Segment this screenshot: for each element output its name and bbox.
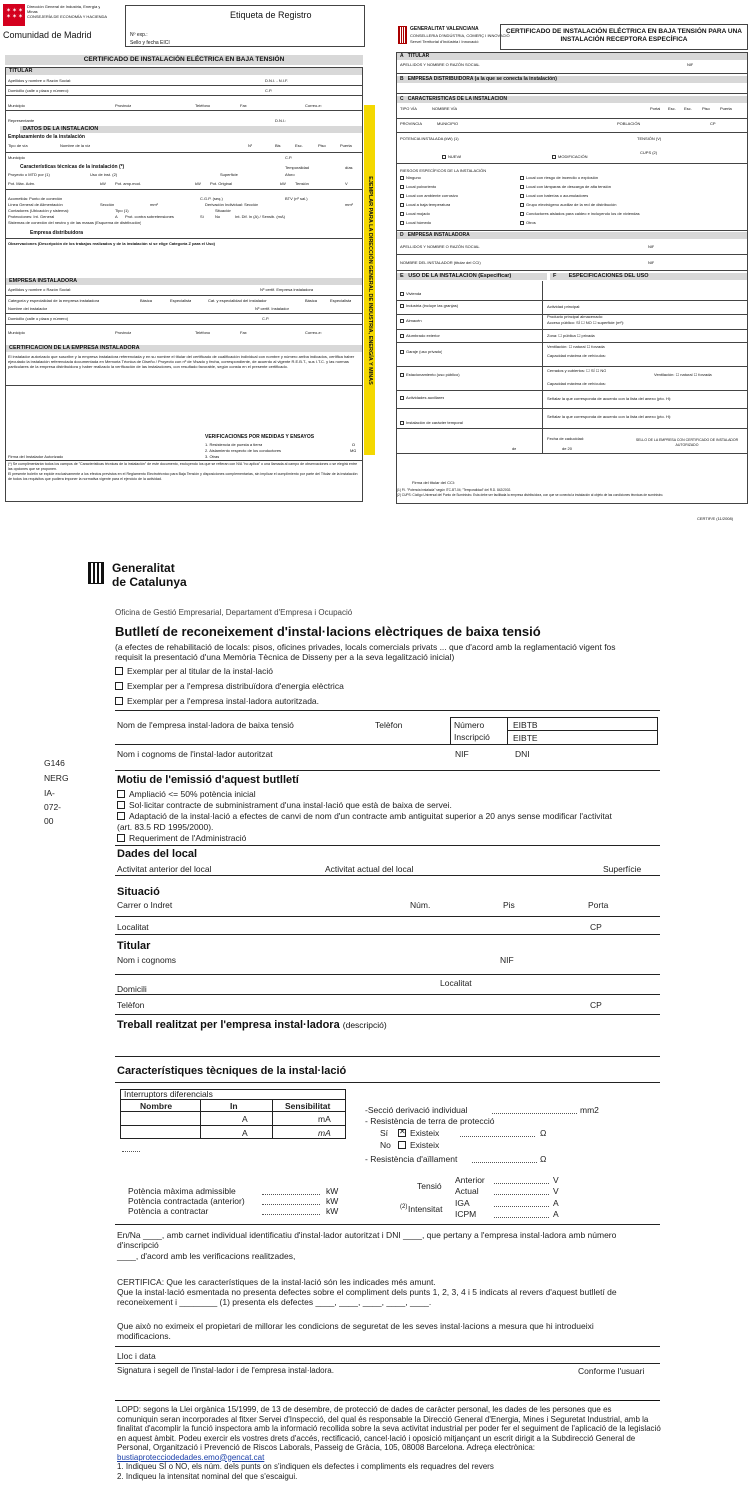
catalunya-subtitle-1: (a efectes de rehabilitació de locals: pisos, oficines privades, locals comercials privats ... que d'acord amb la reglamentació vigent fos <box>115 642 616 652</box>
madrid-ir-13: Provincia <box>115 330 132 335</box>
madrid-org-2: Minas <box>27 9 38 14</box>
valencia-d-0: APELLIDOS Y NOMBRE O RAZÓN SOCIAL <box>400 244 480 249</box>
valencia-date-2: de 20 <box>562 446 573 451</box>
madrid-tr-4: Municipio <box>8 103 25 108</box>
madrid-tc-10: Pot. Original <box>210 181 233 186</box>
madrid-ir-6: Básica <box>305 298 318 303</box>
catalunya-eibte: EIBTE <box>513 733 538 743</box>
catalunya-enna-0: En/Na ____, amb carnet individual identificatiu d'instal·lador autoritzat i DNI ____, que pertany a l'empresa instal·ladora amb número <box>117 1230 617 1240</box>
madrid-tc-30: Int. Dif. In (A) / Sensib. (mA) <box>235 214 286 219</box>
valencia-org-1: GENERALITAT VALENCIANA <box>410 26 479 32</box>
madrid-ir-2: Categoría y especialidad de la empresa instaladora <box>8 298 100 303</box>
catalunya-motiu-3: (art. 83.5 RD 1995/2000). <box>117 822 214 832</box>
valencia-fn-2: (2) CUPS: Código Universal del Punto de Suministro. Esta debe ser facilitada la empresa distribuidora, con que se conecta la instalación al objeto de las condiciones técnicas de suministro. <box>397 493 664 497</box>
valencia-logo-icon <box>398 26 407 44</box>
madrid-er-1: Nombre de la vía <box>60 143 91 148</box>
madrid-tr-1: D.N.I. - N.I.F. <box>265 78 289 83</box>
catalunya-tit-1: NIF <box>500 955 514 965</box>
catalunya-kw-0: kW <box>326 1186 339 1196</box>
catalunya-tit-3: Localitat <box>440 978 472 988</box>
catalunya-ohm-2: Ω <box>540 1154 547 1164</box>
catalunya-tensio: Tensió <box>417 1181 442 1191</box>
valencia-c-1: NOMBRE VÍA <box>432 106 458 111</box>
madrid-tc-23: Tipo (1) <box>115 208 129 213</box>
madrid-firma: Firma del Instalador Autorizado <box>8 454 64 459</box>
madrid-er-6: Puerta <box>340 143 352 148</box>
catalunya-dades-2: Superfície <box>603 864 642 874</box>
catalunya-tit-0: Nom i cognoms <box>117 955 177 965</box>
catalunya-motiu-4[interactable]: Requeriment de l'Administració <box>117 833 246 843</box>
madrid-tr-5: Provincia <box>115 103 132 108</box>
valencia-fn-1: (1) P.I. "Potencia instalada" según ITC-BT-04; "Temporalidad" del R.D. 842/2002. <box>397 488 512 492</box>
madrid-tc-14: Acometida: Punto de conexión <box>8 196 63 201</box>
valencia-c-8: MUNICIPIO <box>437 121 459 126</box>
madrid-tr-0: Apellidos y nombre o Razón Social: <box>8 78 72 83</box>
madrid-tc-26: A <box>115 214 118 219</box>
valencia-A-nif: NIF <box>687 62 694 67</box>
valencia-riesgos-title: RIESGOS ESPECÍFICOS DE LA INSTALACIÓN <box>400 168 487 173</box>
valencia-f-8: Capacidad máxima de vehículos: <box>547 381 606 386</box>
madrid-tc-0: Proyecto o MTD por (1) <box>8 172 50 177</box>
catalunya-note-2: 2. Indiqueu la intensitat nominal del que s'escaigui. <box>117 1471 298 1481</box>
valencia-r-9: Conductores aislados para caldeo e incluyendo los de viviendas <box>520 211 640 216</box>
catalunya-pot-0: Potència màxima admissible <box>128 1186 236 1196</box>
valencia-r-6: Local a baja temperatura <box>400 202 450 207</box>
madrid-er-2: Nº <box>248 143 253 148</box>
madrid-sec-tec: Características técnicas de la instalación (*) <box>20 164 125 170</box>
catalunya-v-0: V <box>553 1175 559 1185</box>
valencia-e-3: Alumbrado exterior <box>400 333 440 338</box>
catalunya-sit-3: Porta <box>588 900 609 910</box>
valencia-firma: Firma del titular del CCI: <box>412 480 456 485</box>
catalunya-nom-inst: Nom i cognoms de l'instal·lador autoritzat <box>117 749 273 759</box>
madrid-tc-15: C.G.P. (seq.) <box>200 196 223 201</box>
madrid-tc-1: Uso de inst. (2) <box>90 172 118 177</box>
catalunya-lopd-3: en aquest àmbit. Podeu exercir els vostres drets d'accés, rectificació, cancel·lació i oposició mitjançant un escrit dirigit a la Subdirecció General de <box>117 1433 636 1443</box>
valencia-e-2: Almacén <box>400 318 422 323</box>
valencia-F: F ESPECIFICACIONES DEL USO <box>550 273 747 280</box>
valencia-e-4: Garaje (uso privado) <box>400 349 442 354</box>
madrid-tc-31: Sistemas de conexión del neutro y de las masas (Esquema de distribución) <box>8 220 142 225</box>
catalunya-pot-2: Potència a contractar <box>128 1206 209 1216</box>
catalunya-pot-1: Potència contractada (anterior) <box>128 1196 245 1206</box>
catalunya-iga: IGA <box>455 1198 470 1208</box>
valencia-r-4: Local con ambiente corrosivo <box>400 193 458 198</box>
catalunya-aill: - Resistència d'aïllament <box>365 1154 458 1164</box>
catalunya-mm2: mm2 <box>580 1105 599 1115</box>
catalunya-aixo-1: modificacions. <box>117 1331 171 1341</box>
madrid-tc-21: mm² <box>345 202 353 207</box>
catalunya-enna-1: d'inscripció <box>117 1240 159 1250</box>
madrid-form <box>0 0 378 506</box>
valencia-e-6: Actividades auxiliares <box>400 395 444 400</box>
madrid-footer-1: (*) Se cumplimentarán todos los campos de "Características técnicas de la instalación" de este documento, excluyendo los que se refieran con N/A "no aplica" o una llamada al campo de observaciones o se elegirá entre las opciones que se proponen. <box>8 462 358 471</box>
madrid-title: CERTIFICADO DE INSTALACIÓN ELÉCTRICA EN BAJA TENSIÓN <box>5 55 363 65</box>
catalunya-interruptors: Interruptors diferencials <box>124 1089 213 1099</box>
catalunya-numero: Número <box>454 720 485 730</box>
valencia-date-1: de <box>512 446 517 451</box>
catalunya-col-nombre: Nombre <box>140 1101 173 1111</box>
catalunya-kw-1: kW <box>326 1196 339 1206</box>
valencia-e-5: Estacionamiento (uso público) <box>400 372 460 377</box>
madrid-er-3: Bis <box>275 143 281 148</box>
madrid-tc-20: Derivación Individual: Sección <box>205 202 259 207</box>
catalunya-dades-0: Activitat anterior del local <box>117 864 212 874</box>
valencia-f-11: Fecha de caducidad: <box>547 436 585 441</box>
madrid-v-3: MΩ <box>350 448 357 453</box>
catalunya-certifica-1: Que la instal·lació esmentada no presenta defectes sobre el compliment dels punts 1, 2, 3, 4 i 5 indicats al revers d'aquest butlletí de <box>117 1287 617 1297</box>
valencia-B: B EMPRESA DISTRIBUIDORA (a la que se conecta la instalación) <box>397 76 747 83</box>
valencia-r-2: Local polvoriento <box>400 184 436 189</box>
valencia-r-11: Otros <box>520 220 536 225</box>
madrid-sec-distrib: Empresa distribuidora <box>30 230 84 236</box>
madrid-tr-2: Domicilio (calle o plaza y número): <box>8 88 70 93</box>
valencia-org-2: CONSELLERIA D'INDÚSTRIA, COMERÇ I INNOVACIÓ <box>410 33 510 38</box>
madrid-itc-list <box>140 388 220 428</box>
valencia-D: D EMPRESA INSTALADORA <box>397 232 747 239</box>
madrid-tc-13: V <box>345 181 348 186</box>
catalunya-col-in: In <box>230 1101 238 1111</box>
madrid-tc-11: kW <box>280 181 286 186</box>
madrid-v-1: Ω <box>352 442 355 447</box>
madrid-tc-3: Aforo <box>285 172 295 177</box>
catalunya-loc-1: CP <box>590 922 602 932</box>
catalunya-cat: de Catalunya <box>112 575 187 589</box>
madrid-ir-4: Especialista <box>170 298 192 303</box>
catalunya-certifica-0: CERTIFICA: Que les característiques de la instal·lació són les indicades més amunt. <box>117 1277 436 1287</box>
catalunya-dades-1: Activitat actual del local <box>325 864 414 874</box>
catalunya-motiu-0[interactable]: Ampliació <= 50% potència inicial <box>117 789 256 799</box>
catalunya-titular: Titular <box>117 940 151 952</box>
madrid-er-4: Esc. <box>295 143 303 148</box>
valencia-e-1: Industria (incluye las granjas) <box>400 303 458 308</box>
madrid-sec-verif: VERIFICACIONES POR MEDIDAS Y ENSAYOS <box>205 434 315 440</box>
valencia-f-10: Señalar la que corresponda de acuerdo con la lista del anexo (pto. H): <box>547 414 672 419</box>
madrid-ir-16: Correo-e: <box>305 330 322 335</box>
catalunya-no: No <box>380 1140 391 1150</box>
valencia-org-3: Servei Territorial d'Indústria i Innovació <box>410 39 479 44</box>
madrid-sec-obs: Observaciones (Descripción de los trabajos realizados y de la instalación si se elige Categoría Z para el Uso) <box>8 241 215 246</box>
madrid-tc-17: Línea General de Alimentación <box>8 202 63 207</box>
valencia-E: E USO DE LA INSTALACIÓN (Especificar) <box>397 273 547 280</box>
catalunya-caract: Característiques tècniques de la instal·lació <box>117 1065 347 1077</box>
catalunya-motiu-1[interactable]: Sol·licitar contracte de subministrament d'una instal·lació que està de baixa de servei. <box>117 800 452 810</box>
catalunya-eibtb: EIBTB <box>513 720 538 730</box>
madrid-ir-10: Domicilio (calle o plaza y número) <box>8 316 69 321</box>
madrid-exp: Nº exp.: <box>130 32 148 38</box>
valencia-c-9: POBLACIÓN <box>617 121 641 126</box>
madrid-ir-14: Teléfono <box>195 330 211 335</box>
madrid-tr-10: D.N.I.: <box>275 118 287 123</box>
catalunya-sit-1: Núm. <box>410 900 431 910</box>
madrid-ir-11: C.P. <box>262 316 270 321</box>
madrid-tc-24: Situación <box>215 208 232 213</box>
catalunya-int-r2-a: A <box>242 1128 248 1138</box>
catalunya-lopd-0: LOPD: segons la Llei orgànica 15/1999, de 13 de desembre, de protecció de dades de caràcter personal, les dades de les persones que es <box>117 1405 612 1414</box>
valencia-c-15: CUPS (2) <box>640 150 658 155</box>
valencia-form <box>392 18 752 528</box>
madrid-tr-8: Correo-e: <box>305 103 322 108</box>
madrid-sec-empl: Emplazamiento de la instalación <box>8 134 85 140</box>
catalunya-dni: DNI <box>515 749 530 759</box>
valencia-f-7: Ventilación: ☐ natural ☐ forzada <box>654 372 712 377</box>
madrid-sec-cert: CERTIFICACIÓN DE LA EMPRESA INSTALADORA <box>6 345 362 352</box>
catalunya-oficina: Oficina de Gestió Empresarial, Departament d'Empresa i Ocupació <box>115 608 353 617</box>
catalunya-intensitat: Intensitat <box>408 1204 443 1214</box>
catalunya-nif: NIF <box>455 749 469 759</box>
madrid-v-0: 1. Resistencia de puesta a tierra <box>205 442 263 447</box>
valencia-title: CERTIFICADO DE INSTALACIÓN ELÉCTRICA EN BAJA TENSIÓN PARA UNA INSTALACIÓN RECEPTORA ESPECÍFICA <box>506 28 742 43</box>
valencia-e-0: Vivienda <box>400 291 421 296</box>
catalunya-seccio: -Secció derivació individual <box>365 1105 468 1115</box>
madrid-tc-8: Pot. amp.mod. <box>115 181 142 186</box>
catalunya-logo-icon <box>88 562 104 584</box>
madrid-tc-19: mm² <box>150 202 158 207</box>
catalunya-conforme: Conforme l'usuari <box>578 1366 645 1376</box>
catalunya-a-0: A <box>553 1198 559 1208</box>
madrid-ir-12: Municipio <box>8 330 25 335</box>
madrid-tc-4: Temporalidad <box>285 165 310 170</box>
valencia-r-10: Local húmedo <box>400 220 431 225</box>
madrid-tc-12: Tensión <box>295 181 309 186</box>
valencia-c-11: POTENCIA INSTALADA (kW) (1) <box>400 136 459 141</box>
madrid-tc-9: kW <box>195 181 201 186</box>
catalunya-sup2: (2) <box>400 1204 408 1210</box>
valencia-f-0: Actividad principal: <box>547 304 581 309</box>
catalunya-enna-2: ____, d'acord amb les verificacions realitzades, <box>117 1251 296 1261</box>
madrid-sello: Sello y fecha EICI <box>130 40 170 46</box>
catalunya-ex-1[interactable]: Exemplar per a l'empresa distribuïdora d'energia elèctrica <box>115 681 344 691</box>
valencia-code: CERTIF/E (11/2008) <box>697 516 734 521</box>
madrid-tr-3: C.P. <box>265 88 273 93</box>
catalunya-tit-5: CP <box>590 1000 602 1010</box>
catalunya-situacio: Situació <box>117 886 160 898</box>
valencia-c-7: PROVINCIA <box>400 121 423 126</box>
madrid-tr-9: Representante <box>8 118 35 123</box>
catalunya-side-2: IA- <box>44 788 55 798</box>
valencia-e-7: Instalación de carácter temporal <box>400 420 463 425</box>
catalunya-ex-2[interactable]: Exemplar per a l'empresa instal·ladora autoritzada. <box>115 696 319 706</box>
catalunya-signatura: Signatura i segell de l'instal·lador i de l'empresa instal·ladora. <box>117 1366 334 1375</box>
valencia-c-14: MODIFICACIÓN <box>552 154 588 159</box>
valencia-f-6: Cerrados y cubiertos: ☐ SÍ ☐ NO <box>547 368 607 373</box>
madrid-er-7: Municipio <box>8 155 25 160</box>
madrid-tc-7: kW <box>100 181 106 186</box>
catalunya-gen: Generalitat <box>112 561 175 575</box>
madrid-ir-3: Básica <box>140 298 153 303</box>
catalunya-lopd-1: comuniquin seran incorporades al fitxer Servei d'Inspecció, del qual és responsable la Direcció General d'Energia, Mines i Seguretat Industrial, amb la <box>117 1414 649 1424</box>
catalunya-kw-2: kW <box>326 1206 339 1216</box>
madrid-v-4: 3. Otras <box>205 454 220 459</box>
madrid-tc-27: Prot. contra sobretensiones <box>125 214 174 219</box>
madrid-ir-15: Fax <box>240 330 247 335</box>
madrid-er-0: Tipo de vía <box>8 143 28 148</box>
valencia-r-8: Local mojado <box>400 211 430 216</box>
madrid-org-3: CONSEJERÍA DE ECONOMÍA Y HACIENDA <box>27 14 108 19</box>
catalunya-int-r1-a: A <box>242 1114 248 1124</box>
catalunya-a-1: A <box>553 1209 559 1219</box>
madrid-logo-icon: ✶✶✶ ✶✶✶ <box>3 4 25 26</box>
catalunya-email-link[interactable]: bustiaprotecciodedades.emo@gencat.cat <box>117 1452 265 1462</box>
valencia-f-1: Producto principal almacenado: <box>547 314 604 319</box>
catalunya-sit-0: Carrer o Indret <box>117 900 173 910</box>
catalunya-telefon: Telèfon <box>375 720 403 730</box>
madrid-tc-5: días <box>345 165 353 170</box>
valencia-f-2: Acceso público: SÍ ☐ NO ☐ superficie (m²): <box>547 320 625 325</box>
valencia-f-3: Zona: ☐ pública ☐ privada <box>547 333 595 338</box>
madrid-side-strip <box>364 105 375 455</box>
valencia-r-5: Local con baterías o acumuladores <box>520 193 588 198</box>
madrid-ir-0: Apellidos y nombre o Razón Social: <box>8 287 72 292</box>
valencia-d-2: NOMBRE DEL INSTALADOR (titular del CCI) <box>400 260 481 265</box>
catalunya-lopd-4: Personal, Organització i Prevenció de Riscos Laborals, Passeig de Gràcia, 105, 08008 Barcelona. Adreça electrònica: <box>117 1443 536 1452</box>
valencia-c-13: NUEVA <box>442 154 461 159</box>
madrid-tc-28: Sí <box>200 214 204 219</box>
catalunya-resist: - Resistència de terra de protecció <box>365 1116 495 1126</box>
catalunya-col-sens: Sensibilitat <box>285 1101 331 1111</box>
madrid-footer-2: El presente boletín se expide exclusivamente a los efectos previstos en el Reglamento Electrotécnico para Baja Tensión y disposiciones complementarias, sin implicar el cumplimiento por parte del Titular de la instalación de todos los requisitos que pudiera imponer la normativa vigente para el ejercicio de la actividad. <box>8 472 358 481</box>
catalunya-no-existeix[interactable]: Existeix <box>398 1140 439 1150</box>
valencia-r-3: Local con lámparas de descarga de alta tensión <box>520 184 611 189</box>
madrid-ir-7: Especialista <box>330 298 352 303</box>
madrid-sec-datos: DATOS DE LA INSTALACIÓN <box>20 126 362 133</box>
catalunya-certifica-2: reconeixement i ________ (1) presenta els defectes ____, ____, ____, ____, ____. <box>117 1297 432 1307</box>
madrid-region: Comunidad de Madrid <box>3 30 92 40</box>
catalunya-ex-0[interactable]: Exemplar per al titular de la instal·lació <box>115 666 273 676</box>
madrid-tc-25: Protecciones: Int. General <box>8 214 55 219</box>
valencia-r-7: Grupo electrógeno auxiliar de la red de distribución <box>520 202 617 207</box>
catalunya-form <box>0 548 755 1498</box>
catalunya-title: Butlletí de reconeixement d'instal·lacions elèctriques de baixa tensió <box>115 624 541 639</box>
madrid-ir-9: Nº certif. Instalador <box>255 306 289 311</box>
catalunya-note-1: 1. Indiqueu SÍ o NO, els núm. dels punts on s'indiquen els defectes i compliments els requadres del revers <box>117 1462 494 1471</box>
valencia-c-10: CP <box>710 121 716 126</box>
catalunya-side-3: 072- <box>44 802 62 812</box>
catalunya-aixo-0: Que això no eximeix el propietari de millorar les condicions de seguretat de les seves instal·lacions a mesura que hi introdueixi <box>117 1321 594 1331</box>
catalunya-icpm: ICPM <box>455 1209 477 1219</box>
catalunya-side-0: G146 <box>44 758 65 768</box>
catalunya-motiu-title: Motiu de l'emissió d'aquest butlletí <box>117 774 299 786</box>
madrid-org-1: Dirección General de Industria, Energía y <box>27 4 101 9</box>
valencia-C: C CARACTERÍSTICAS DE LA INSTALACIÓN <box>397 96 747 103</box>
catalunya-motiu-2[interactable]: Adaptació de la instal·lació a efectes de canvi de nom d'un contracte amb antiguitat superior a 20 anys sense modificar l'activitat <box>117 811 612 821</box>
valencia-A: A TITULAR <box>397 53 747 60</box>
valencia-r-1: Local con riesgo de incendio o explosión <box>520 175 598 180</box>
catalunya-si: Sí <box>380 1128 389 1138</box>
madrid-tc-6: Pot. Máx. Adm. <box>8 181 36 186</box>
valencia-f-9: Señalar la que corresponda de acuerdo con la lista del anexo (pto. H): <box>547 396 672 401</box>
madrid-ir-5: Cat. y especialidad del instalador <box>208 298 267 303</box>
catalunya-si-existeix[interactable]: ✕ Existeix <box>399 1127 440 1138</box>
madrid-cert-text: El instalador autorizado que suscribe y la empresa instaladora referenciada y en su nombre el titular del certificado de cualificación individual con nombre y número arriba indicados, certifica haber ejecutado la instalación referenciada documentada en Memoria Técnica de Diseño / Proyecto con nº de Visado y fecha, correspondiente, de acuerdo al vigente R.E.B.T., sus I.T.C. y las normas particulares de la empresa distribuidora y haber realizado la verificación de las instalaciones, con resultado favorable, según consta en el presente certificado. <box>8 354 355 369</box>
madrid-tc-22: Contadores (Ubicación y sistema): <box>8 208 70 213</box>
valencia-c-6: Puerta <box>720 106 732 111</box>
catalunya-int-r1-ma: mA <box>318 1114 331 1124</box>
valencia-c-2: Portal <box>650 106 661 111</box>
valencia-c-5: Piso <box>702 106 710 111</box>
catalunya-actual: Actual <box>455 1186 479 1196</box>
madrid-v-2: 2. Aislamiento respecto de los conductores <box>205 448 282 453</box>
valencia-d-3: NIF <box>648 260 655 265</box>
valencia-c-12: TENSIÓN (V) <box>637 136 662 141</box>
valencia-c-0: TIPO VÍA <box>400 106 417 111</box>
catalunya-anterior: Anterior <box>455 1175 485 1185</box>
madrid-tr-7: Fax <box>240 103 247 108</box>
catalunya-int-r2-ma: mA <box>318 1128 331 1138</box>
madrid-label-title: Etiqueta de Registro <box>230 10 312 20</box>
valencia-A-row: APELLIDOS Y NOMBRE O RAZÓN SOCIAL <box>400 62 480 67</box>
madrid-sec-inst: EMPRESA INSTALADORA <box>6 278 362 285</box>
catalunya-ohm-1: Ω <box>540 1128 547 1138</box>
valencia-f-4: Ventilación: ☐ natural ☐ forzada <box>547 344 605 349</box>
catalunya-dades: Dades del local <box>117 848 198 860</box>
madrid-tr-6: Teléfono <box>195 103 211 108</box>
madrid-er-5: Piso <box>318 143 326 148</box>
catalunya-v-1: V <box>553 1186 559 1196</box>
catalunya-tit-4: Telèfon <box>117 1000 145 1010</box>
catalunya-side-4: 00 <box>44 816 54 826</box>
madrid-tc-29: No <box>215 214 221 219</box>
valencia-r-0: Ninguno <box>400 175 421 180</box>
catalunya-loc-0: Localitat <box>117 922 149 932</box>
valencia-c-3: Esc. <box>668 106 676 111</box>
madrid-tc-2: Superficie <box>220 172 238 177</box>
catalunya-subtitle-2: requisit la presentació d'una Memòria Tècnica de Disseny per a la seva legalització inicial) <box>115 652 455 662</box>
madrid-ir-1: Nº certif. Empresa instaladora <box>260 287 314 292</box>
madrid-tc-18: Sección <box>100 202 115 207</box>
madrid-er-8: C.P. <box>285 155 293 160</box>
madrid-tc-16: BTV (nº sal.) <box>285 196 308 201</box>
catalunya-lopd-2: finalitat d'acomplir la funció inspectora amb la informació recollida sobre la seva activitat industrial per poder fer el seguiment de l'aplicació de la legislació <box>117 1424 661 1433</box>
catalunya-treball: Treball realitzat per l'empresa instal·ladora (descripció) <box>117 1019 387 1031</box>
valencia-d-1: NIF <box>648 244 655 249</box>
valencia-f-5: Capacidad máxima de vehículos: <box>547 353 606 358</box>
madrid-ir-8: Nombre del instalador <box>8 306 48 311</box>
catalunya-inscripcio: Inscripció <box>454 732 490 742</box>
valencia-c-4: Esc. <box>684 106 692 111</box>
madrid-sec-titular: TITULAR <box>6 68 362 75</box>
catalunya-empresa: Nom de l'empresa instal·ladora de baixa tensió <box>117 720 294 730</box>
catalunya-tit-2: Domicili <box>117 984 147 994</box>
catalunya-sit-2: Pis <box>503 900 515 910</box>
valencia-sello: SELLO DE LA EMPRESA CON CERTIFICADO DE INSTALADOR AUTORIZADO <box>635 438 739 447</box>
madrid-side-text: EJEMPLAR PARA LA DIRECCIÓN GENERAL DE INDUSTRIA, ENERGÍA Y MINAS <box>367 176 373 385</box>
catalunya-lloc: Lloc i data <box>117 1351 156 1361</box>
catalunya-side-1: NERG <box>44 773 69 783</box>
